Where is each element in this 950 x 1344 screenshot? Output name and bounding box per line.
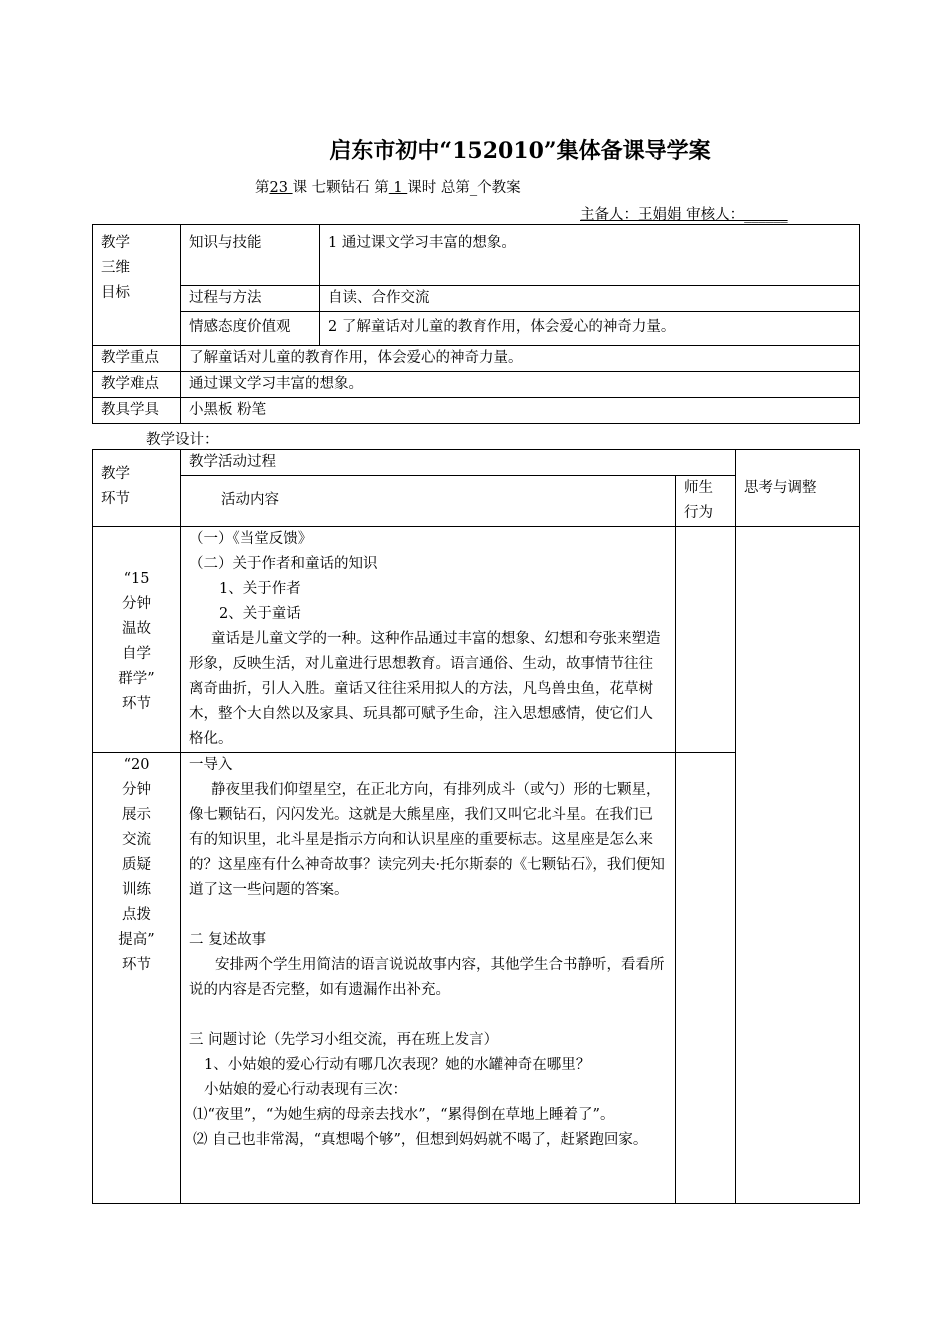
goal-row-value: 2 了解童话对儿童的教育作用，体会爱心的神奇力量。 <box>320 312 860 346</box>
goals-table <box>92 224 860 424</box>
stage-line: 环节 <box>122 957 151 973</box>
stage-line: “15 <box>123 571 150 587</box>
design-table <box>92 449 860 1204</box>
head-behavior-cell <box>676 476 736 527</box>
section1-stage <box>93 527 181 753</box>
stage-line: 提高” <box>118 932 155 948</box>
retell-paragraph: 安排两个学生用简洁的语言说说故事内容，其他学生合书静听，看看所说的内容是否完整，如有遗漏作出补充。 <box>189 957 665 998</box>
intro-paragraph: 静夜里我们仰望星空，在正北方向，有排列成斗（或勺）形的七颗星，像七颗钻石，闪闪发光。这就是大熊星座，我们又叫它北斗星。在我们已有的知识里，北斗星是指示方向和认识星座的重要标志。这星座是怎么来的？这星座有什么神奇故事？读完列夫·托尔斯泰的《七颗钻石》，我们便知道了这一些问题的答案。 <box>189 782 665 898</box>
design-label: 教学设计： <box>146 432 219 448</box>
author-line: 1、关于作者 <box>219 581 301 597</box>
goal-row-label: 情感态度价值观 <box>181 312 320 346</box>
section-reflect <box>736 527 860 1204</box>
goal-label-line: 教学 <box>101 235 130 251</box>
key-point-value: 了解童话对儿童的教育作用，体会爱心的神奇力量。 <box>181 346 860 372</box>
lesson-prefix: 第 <box>255 180 270 196</box>
stage-line: 质疑 <box>122 857 151 873</box>
section2-behavior <box>676 753 736 1204</box>
head-reflect: 思考与调整 <box>736 450 860 527</box>
stage-line: 群学” <box>118 671 155 687</box>
goal-label-line: 三维 <box>101 260 130 276</box>
period-number: 1 <box>388 180 408 196</box>
stage-line: 点拨 <box>122 907 151 923</box>
stage-line: 训练 <box>122 882 151 898</box>
tools-value: 小黑板 粉笔 <box>181 398 860 424</box>
spacer <box>189 1003 667 1028</box>
difficulty-label: 教学难点 <box>93 372 181 398</box>
key-point-label: 教学重点 <box>93 346 181 372</box>
section2-content <box>181 753 676 1204</box>
spacer <box>189 903 667 928</box>
stage-line: 环节 <box>122 696 151 712</box>
difficulty-value: 通过课文学习丰富的想象。 <box>181 372 860 398</box>
feedback-line: （一）《当堂反馈》 <box>189 531 313 547</box>
stage-line: “20 <box>123 757 150 773</box>
retell-title: 二 复述故事 <box>189 932 267 948</box>
head-content: 活动内容 <box>181 476 676 527</box>
section1-content <box>181 527 676 753</box>
goal-row-label: 过程与方法 <box>181 286 320 312</box>
intro-title: 一导入 <box>189 757 233 773</box>
stage-line: 展示 <box>122 807 151 823</box>
authors-line: 主备人：王娟娟 审核人：______ <box>580 207 788 223</box>
goal-label-line: 目标 <box>101 285 130 301</box>
tools-label: 教具学具 <box>93 398 181 424</box>
stage-line: 分钟 <box>122 782 151 798</box>
answer-2: ⑵ 自己也非常渴，“真想喝个够”，但想到妈妈就不喝了，赶紧跑回家。 <box>193 1132 648 1148</box>
lesson-info <box>255 176 521 197</box>
period-suffix: 课时 总第_个教案 <box>407 180 521 196</box>
head-stage-line: 教学 <box>101 466 130 482</box>
answer-1: ⑴“夜里”，“为她生病的母亲去找水”，“累得倒在草地上睡着了”。 <box>193 1107 615 1123</box>
stage-line: 交流 <box>122 832 151 848</box>
goal-row-value: 1 通过课文学习丰富的想象。 <box>320 225 860 286</box>
goal-row-label: 知识与技能 <box>181 225 320 286</box>
question-1: 1、小姑娘的爱心行动有哪几次表现？她的水罐神奇在哪里？ <box>204 1057 591 1073</box>
section2-stage <box>93 753 181 1204</box>
discuss-title: 三 问题讨论（先学习小组交流，再在班上发言） <box>189 1032 499 1048</box>
stage-line: 分钟 <box>122 596 151 612</box>
stage-line: 温故 <box>122 621 151 637</box>
section1-behavior <box>676 527 736 753</box>
head-behavior-line: 师生 <box>684 480 713 496</box>
fairytale-line: 2、关于童话 <box>219 606 301 622</box>
page-title: 启东市初中“152010”集体备课导学案 <box>329 138 711 164</box>
head-behavior-line: 行为 <box>684 505 713 521</box>
stage-line: 自学 <box>122 646 151 662</box>
head-stage-cell <box>93 450 181 527</box>
knowledge-line: （二）关于作者和童话的知识 <box>189 556 378 572</box>
fairytale-paragraph: 童话是儿童文学的一种。这种作品通过丰富的想象、幻想和夸张来塑造形象，反映生活，对儿童进行思想教育。语言通俗、生动，故事情节往往离奇曲折，引人入胜。童话又往往采用拟人的方法，凡鸟兽虫鱼，花草树木，整个大自然以及家具、玩具都可赋予生命，注入思想感情，使它们人格化。 <box>189 631 661 747</box>
head-stage-line: 环节 <box>101 491 130 507</box>
answer-intro: 小姑娘的爱心行动表现有三次： <box>204 1082 407 1098</box>
lesson-number: 23 <box>269 180 293 196</box>
goal-row-value: 自读、合作交流 <box>320 286 860 312</box>
lesson-mid: 课 七颗钻石 第 <box>292 180 389 196</box>
goal-label-cell <box>93 225 181 346</box>
head-process: 教学活动过程 <box>181 450 736 476</box>
